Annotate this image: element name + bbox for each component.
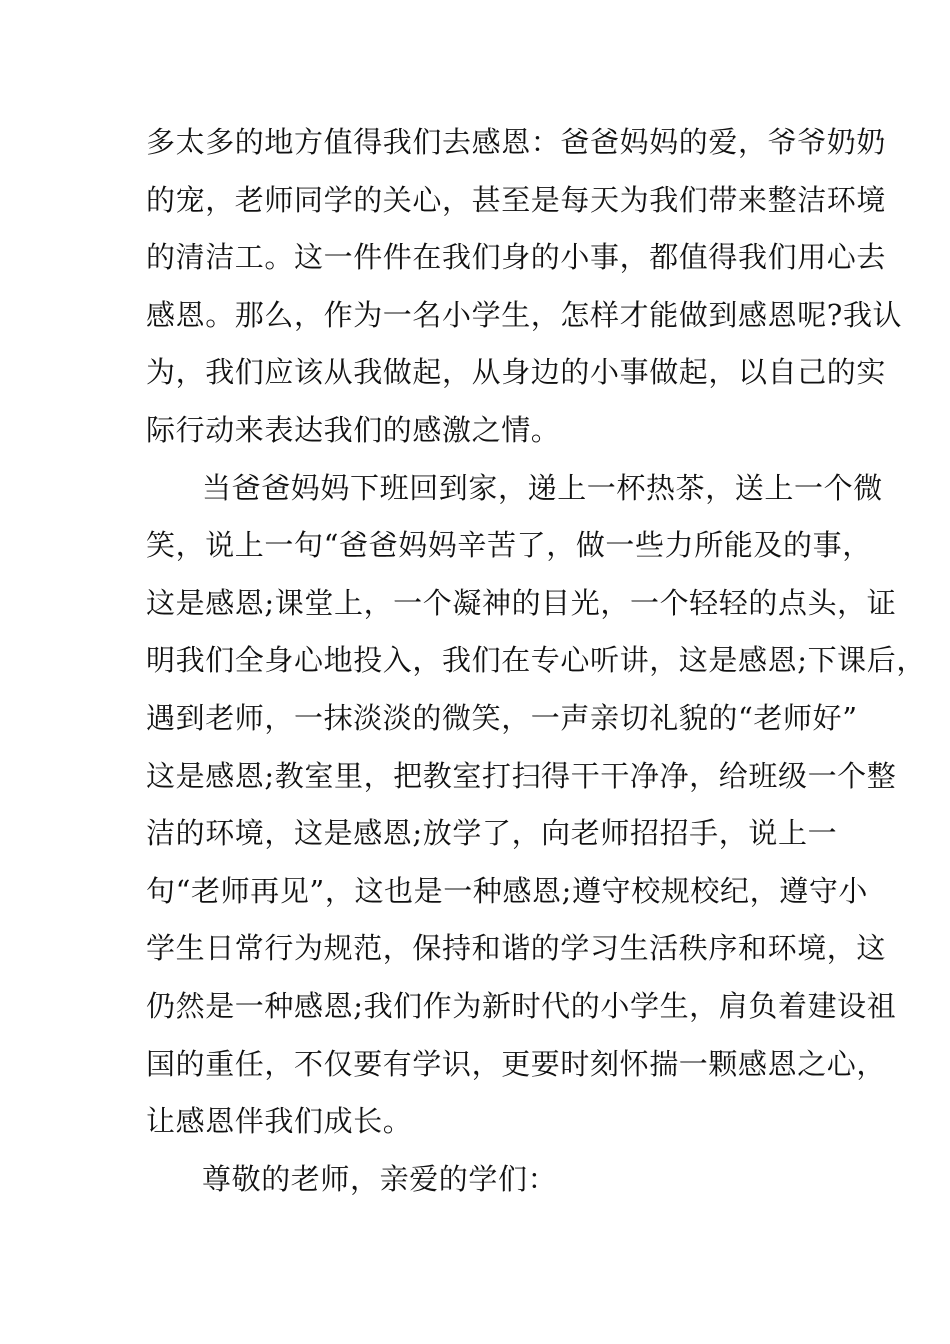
text-line: 仍然是一种感恩;我们作为新时代的小学生，肩负着建设祖 xyxy=(146,988,897,1023)
text-line: 感恩。那么，作为一名小学生，怎样才能做到感恩呢?我认 xyxy=(146,297,903,332)
text-line: 多太多的地方值得我们去感恩：爸爸妈妈的爱，爷爷奶奶 xyxy=(146,125,887,159)
text-line: 洁的环境，这是感恩;放学了，向老师招招手，说上一 xyxy=(146,816,838,851)
text-line: 遇到老师，一抹淡淡的微笑，一声亲切礼貌的“老师好” xyxy=(146,700,858,735)
salutation-line: 尊敬的老师，亲爱的学们： xyxy=(202,1161,558,1196)
paragraph-start-line: 当爸爸妈妈下班回到家，递上一杯热茶，送上一个微 xyxy=(202,470,883,505)
text-line: 笑，说上一句“爸爸妈妈辛苦了，做一些力所能及的事， xyxy=(146,528,872,563)
text-line: 际行动来表达我们的感激之情。 xyxy=(146,412,561,447)
text-line: 学生日常行为规范，保持和谐的学习生活秩序和环境，这 xyxy=(146,931,887,966)
text-line: 为，我们应该从我做起，从身边的小事做起，以自己的实 xyxy=(146,355,887,390)
text-line: 这是感恩;课堂上，一个凝神的目光，一个轻轻的点头，证 xyxy=(146,585,897,620)
text-line: 的宠，老师同学的关心，甚至是每天为我们带来整洁环境 xyxy=(146,182,887,217)
text-line: 让感恩伴我们成长。 xyxy=(146,1104,413,1139)
text-line: 国的重任，不仅要有学识，更要时刻怀揣一颗感恩之心， xyxy=(146,1046,887,1081)
text-line: 句“老师再见”，这也是一种感恩;遵守校规校纪，遵守小 xyxy=(146,873,869,908)
document-body xyxy=(146,122,926,1216)
text-line: 这是感恩;教室里，把教室打扫得干干净净，给班级一个整 xyxy=(146,758,897,793)
text-line: 明我们全身心地投入，我们在专心听讲，这是感恩;下课后， xyxy=(146,643,926,678)
text-line: 的清洁工。这一件件在我们身的小事，都值得我们用心去 xyxy=(146,240,887,275)
